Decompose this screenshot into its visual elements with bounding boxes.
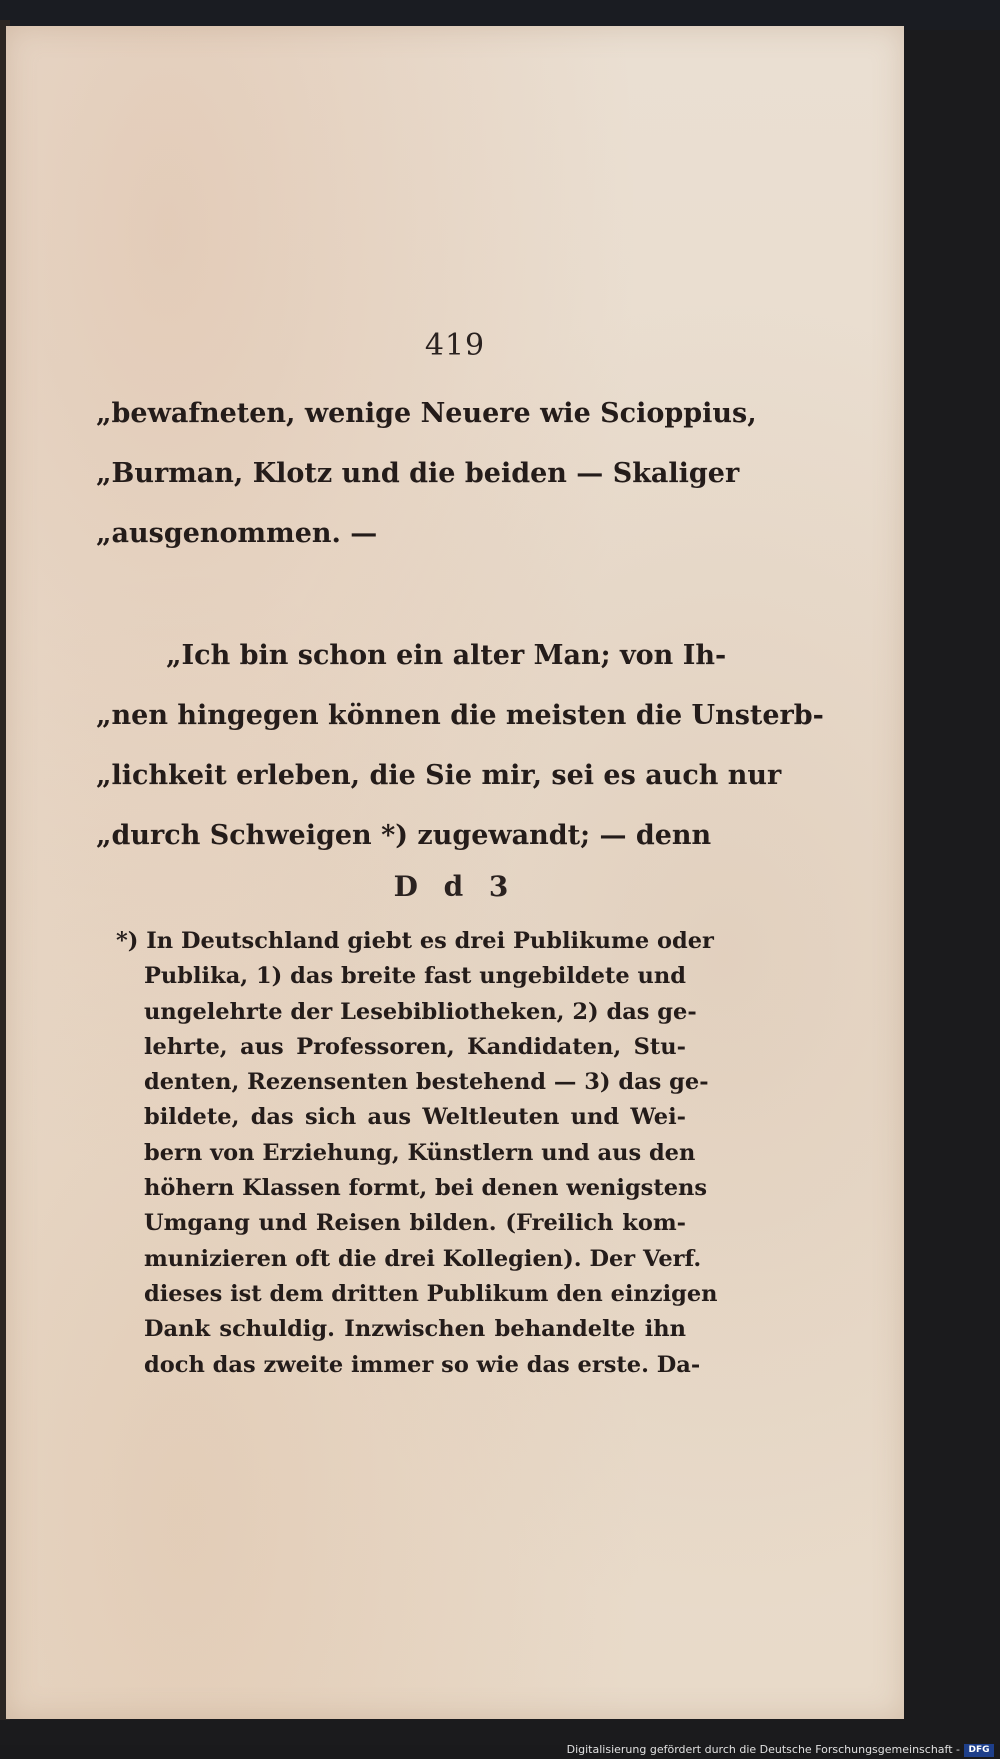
text-line: „bewafneten, wenige Neuere wie Scioppius, — [96, 398, 757, 429]
footnote-line: Dank schuldig. Inzwischen behandelte ihn — [144, 1316, 686, 1343]
text-line: „Burman, Klotz und die beiden — Skaliger — [96, 458, 740, 489]
footnote-line: ungelehrte der Lesebibliotheken, 2) das ge- — [144, 998, 697, 1025]
text-line: „nen hingegen können die meisten die Unsterb- — [96, 700, 824, 731]
dfg-logo: DFG — [964, 1744, 994, 1757]
digitization-credit: Digitalisierung gefördert durch die Deutsche Forschungsgemeinschaft - — [566, 1743, 960, 1756]
footnote-line: Umgang und Reisen bilden. (Freilich kom- — [144, 1210, 686, 1237]
footnote-block — [116, 924, 718, 1383]
footnote-line: denten, Rezensenten bestehend — 3) das ge- — [144, 1069, 709, 1096]
footnote-line: Publika, 1) das breite fast ungebildete und — [144, 963, 686, 990]
footnote-line: *) In Deutschland giebt es drei Publikume oder — [116, 928, 714, 954]
footnote-line: munizieren oft die drei Kollegien). Der Verf. — [144, 1245, 702, 1272]
footnote-line: bildete, das sich aus Weltleuten und Wei- — [144, 1104, 686, 1131]
signature-mark: D d 3 — [393, 870, 517, 903]
text-line: „ausgenommen. — — [96, 518, 378, 549]
text-line: „durch Schweigen *) zugewandt; — denn — [96, 820, 712, 851]
footnote-line: lehrte, aus Professoren, Kandidaten, Stu- — [144, 1033, 686, 1060]
footnote-line: doch das zweite immer so wie das erste. Da- — [144, 1351, 701, 1378]
footnote-line: höhern Klassen formt, bei denen wenigstens — [144, 1175, 708, 1202]
text-line: „lichkeit erleben, die Sie mir, sei es auch nur — [96, 760, 782, 791]
page-number: 419 — [424, 328, 486, 363]
text-line: „Ich bin schon ein alter Man; von Ih- — [166, 640, 727, 671]
book-page — [6, 26, 904, 1719]
footnote-line: dieses ist dem dritten Publikum den einzigen — [144, 1280, 718, 1307]
footnote-line: bern von Erziehung, Künstlern und aus den — [144, 1139, 696, 1166]
paragraph-gap — [96, 564, 694, 626]
main-text-block — [96, 384, 824, 866]
